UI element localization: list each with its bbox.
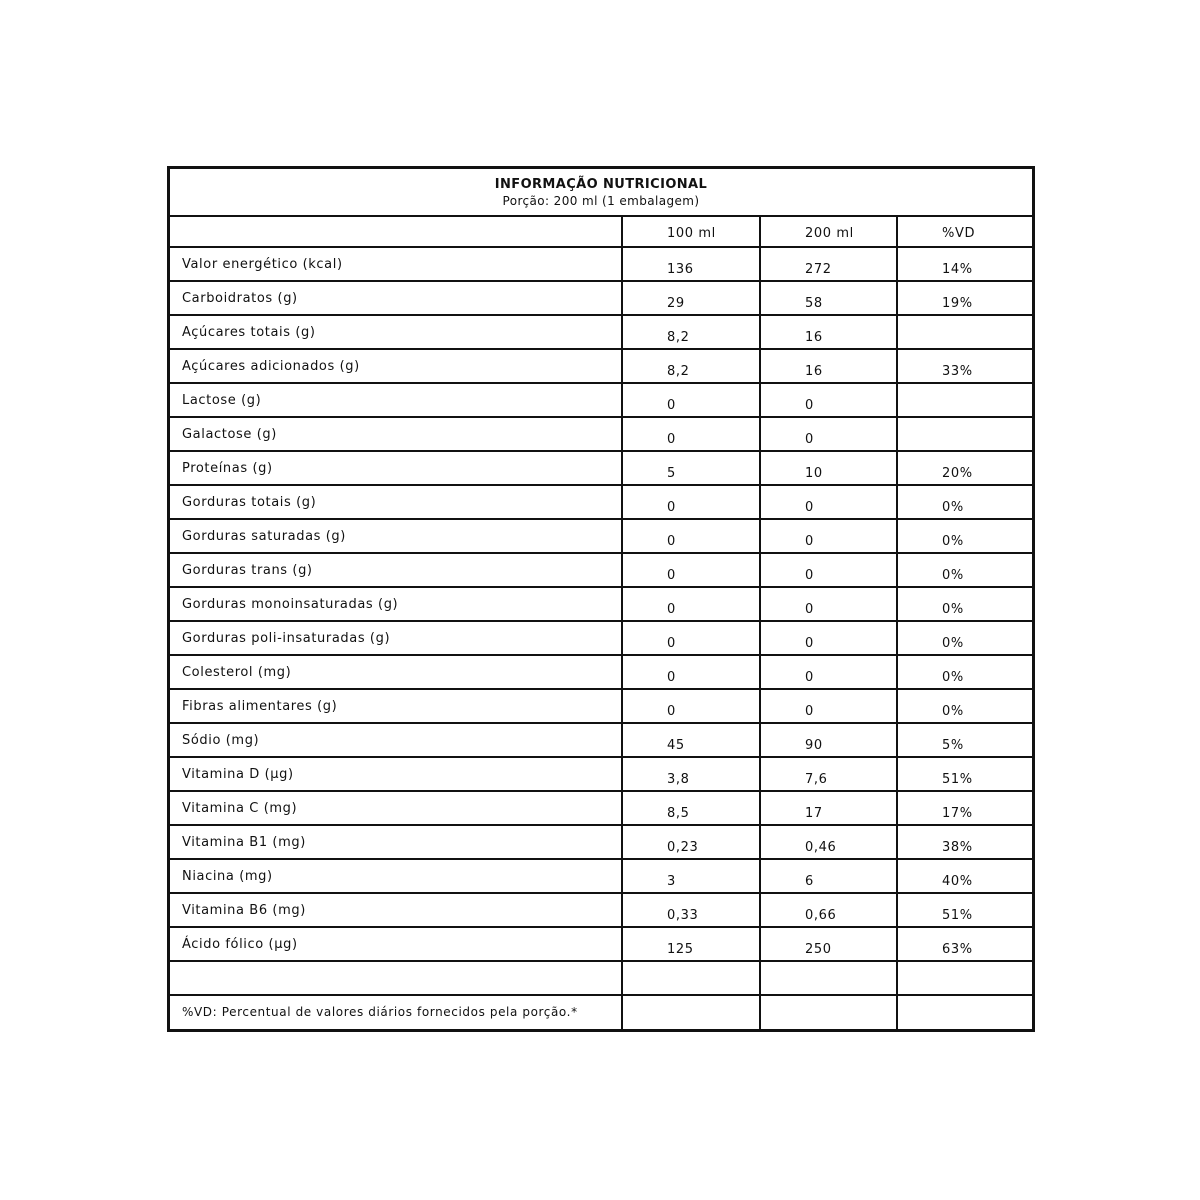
table-row [170, 655, 1032, 689]
value-vd: 0% [897, 553, 1032, 587]
table-row [170, 723, 1032, 757]
value-200ml: 58 [760, 281, 897, 315]
value-200ml: 16 [760, 349, 897, 383]
nutrient-label: Gorduras totais (g) [170, 485, 622, 519]
nutrient-label: Carboidratos (g) [170, 281, 622, 315]
table-row [170, 553, 1032, 587]
column-header-vd: %VD [897, 217, 1032, 247]
value-100ml: 0 [622, 485, 760, 519]
panel-header [170, 169, 1032, 217]
value-100ml: 136 [622, 247, 760, 281]
table-row [170, 893, 1032, 927]
value-vd [897, 417, 1032, 451]
column-header-nutrient [170, 217, 622, 247]
value-200ml: 0 [760, 485, 897, 519]
table-row [170, 791, 1032, 825]
table-row [170, 621, 1032, 655]
value-vd: 0% [897, 485, 1032, 519]
nutrient-label: Vitamina B1 (mg) [170, 825, 622, 859]
column-header-row [170, 217, 1032, 247]
serving-size: Porção: 200 ml (1 embalagem) [502, 194, 700, 208]
value-200ml: 0,46 [760, 825, 897, 859]
value-100ml: 3,8 [622, 757, 760, 791]
value-vd [897, 315, 1032, 349]
nutrient-label: Gorduras saturadas (g) [170, 519, 622, 553]
value-200ml: 16 [760, 315, 897, 349]
value-vd: 5% [897, 723, 1032, 757]
value-100ml: 3 [622, 859, 760, 893]
value-100ml: 8,5 [622, 791, 760, 825]
nutrient-label: Vitamina D (µg) [170, 757, 622, 791]
value-vd: 0% [897, 587, 1032, 621]
value-200ml: 6 [760, 859, 897, 893]
nutrient-label: Galactose (g) [170, 417, 622, 451]
empty-cell [897, 995, 1032, 1031]
value-vd: 20% [897, 451, 1032, 485]
footnote-row [170, 995, 1032, 1031]
nutrient-label: Lactose (g) [170, 383, 622, 417]
value-100ml: 0 [622, 689, 760, 723]
empty-cell [897, 961, 1032, 995]
footnote: %VD: Percentual de valores diários fornecidos pela porção.* [170, 995, 622, 1031]
value-vd: 33% [897, 349, 1032, 383]
empty-cell [760, 995, 897, 1031]
value-100ml: 0 [622, 587, 760, 621]
value-vd: 0% [897, 621, 1032, 655]
value-200ml: 0,66 [760, 893, 897, 927]
value-200ml: 0 [760, 655, 897, 689]
value-200ml: 0 [760, 417, 897, 451]
value-vd: 0% [897, 519, 1032, 553]
value-200ml: 0 [760, 553, 897, 587]
value-200ml: 17 [760, 791, 897, 825]
value-vd: 63% [897, 927, 1032, 961]
value-vd: 40% [897, 859, 1032, 893]
table-row [170, 315, 1032, 349]
table-row [170, 485, 1032, 519]
value-vd: 17% [897, 791, 1032, 825]
table-row [170, 349, 1032, 383]
nutrition-table [170, 217, 1032, 1031]
value-100ml: 8,2 [622, 349, 760, 383]
value-100ml: 0 [622, 553, 760, 587]
value-200ml: 90 [760, 723, 897, 757]
value-vd: 51% [897, 757, 1032, 791]
empty-cell [622, 995, 760, 1031]
value-100ml: 0 [622, 621, 760, 655]
value-100ml: 0 [622, 417, 760, 451]
table-row [170, 417, 1032, 451]
value-200ml: 272 [760, 247, 897, 281]
value-vd: 19% [897, 281, 1032, 315]
table-row [170, 519, 1032, 553]
table-row [170, 757, 1032, 791]
nutrient-label: Sódio (mg) [170, 723, 622, 757]
value-100ml: 0,33 [622, 893, 760, 927]
table-row [170, 383, 1032, 417]
nutrient-label: Vitamina C (mg) [170, 791, 622, 825]
empty-cell [622, 961, 760, 995]
nutrient-label: Ácido fólico (µg) [170, 927, 622, 961]
value-vd: 0% [897, 689, 1032, 723]
table-row [170, 451, 1032, 485]
table-row [170, 247, 1032, 281]
value-vd: 38% [897, 825, 1032, 859]
value-200ml: 250 [760, 927, 897, 961]
empty-cell [760, 961, 897, 995]
value-100ml: 29 [622, 281, 760, 315]
column-header-100ml: 100 ml [622, 217, 760, 247]
value-100ml: 5 [622, 451, 760, 485]
empty-cell [170, 961, 622, 995]
value-200ml: 0 [760, 519, 897, 553]
nutrient-label: Gorduras monoinsaturadas (g) [170, 587, 622, 621]
value-vd: 14% [897, 247, 1032, 281]
nutrient-label: Açúcares adicionados (g) [170, 349, 622, 383]
column-header-200ml: 200 ml [760, 217, 897, 247]
table-row [170, 927, 1032, 961]
nutrient-label: Fibras alimentares (g) [170, 689, 622, 723]
nutrient-label: Valor energético (kcal) [170, 247, 622, 281]
value-vd: 51% [897, 893, 1032, 927]
value-100ml: 0 [622, 383, 760, 417]
table-row [170, 825, 1032, 859]
nutrient-label: Vitamina B6 (mg) [170, 893, 622, 927]
value-200ml: 10 [760, 451, 897, 485]
nutrient-label: Colesterol (mg) [170, 655, 622, 689]
value-200ml: 7,6 [760, 757, 897, 791]
nutrition-facts-panel [167, 166, 1035, 1032]
value-100ml: 0 [622, 655, 760, 689]
table-row [170, 689, 1032, 723]
value-100ml: 0 [622, 519, 760, 553]
value-200ml: 0 [760, 689, 897, 723]
value-vd [897, 383, 1032, 417]
nutrient-label: Gorduras poli-insaturadas (g) [170, 621, 622, 655]
table-row [170, 281, 1032, 315]
nutrient-label: Gorduras trans (g) [170, 553, 622, 587]
nutrient-label: Açúcares totais (g) [170, 315, 622, 349]
panel-title: INFORMAÇÃO NUTRICIONAL [494, 177, 708, 192]
value-200ml: 0 [760, 587, 897, 621]
value-100ml: 8,2 [622, 315, 760, 349]
value-200ml: 0 [760, 383, 897, 417]
table-row [170, 859, 1032, 893]
empty-row [170, 961, 1032, 995]
value-100ml: 0,23 [622, 825, 760, 859]
value-200ml: 0 [760, 621, 897, 655]
value-100ml: 45 [622, 723, 760, 757]
value-100ml: 125 [622, 927, 760, 961]
nutrient-label: Niacina (mg) [170, 859, 622, 893]
table-row [170, 587, 1032, 621]
value-vd: 0% [897, 655, 1032, 689]
nutrient-label: Proteínas (g) [170, 451, 622, 485]
